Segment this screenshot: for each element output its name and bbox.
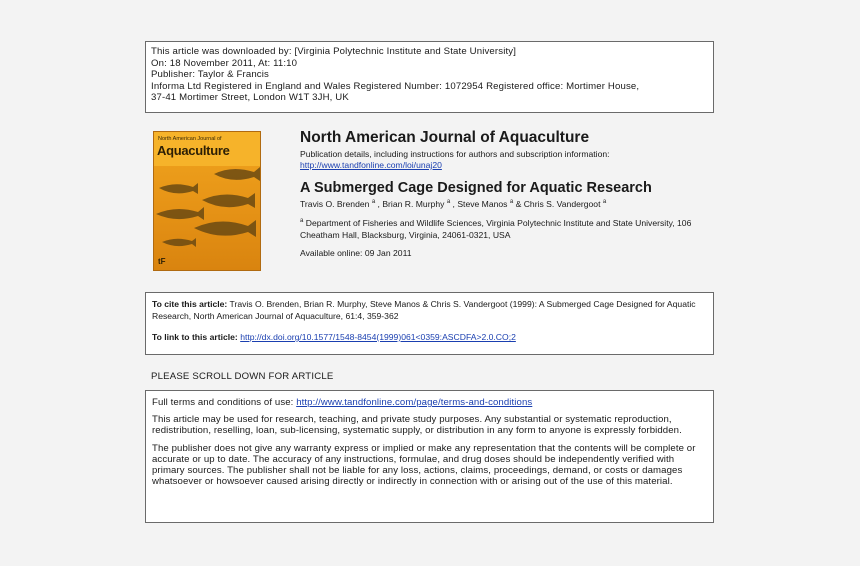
fish-shape xyxy=(156,207,204,220)
scroll-notice: PLEASE SCROLL DOWN FOR ARTICLE xyxy=(151,371,334,382)
citation-box xyxy=(145,292,714,355)
affiliation-marker: a xyxy=(300,218,304,224)
publication-details-text: Publication details, including instructions for authors and subscription information: xyxy=(300,149,610,159)
available-online: Available online: 09 Jan 2011 xyxy=(300,248,412,258)
author-name: , Brian R. Murphy xyxy=(377,199,445,209)
publication-details xyxy=(300,149,610,171)
registered-office: Informa Ltd Registered in England and Wales Registered Number: 1072954 Registered office: Mortimer House, xyxy=(151,80,640,92)
registered-address: 37-41 Mortimer Street, London W1T 3JH, UK xyxy=(151,92,349,104)
author-name: Travis O. Brenden xyxy=(300,199,370,209)
terms-link[interactable]: http://www.tandfonline.com/page/terms-and-conditions xyxy=(296,397,533,408)
fish-shape xyxy=(159,183,198,194)
download-line: This article was downloaded by: [Virginia Polytechnic Institute and State University] xyxy=(151,46,517,57)
affiliation-text: Department of Fisheries and Wildlife Sciences, Virginia Polytechnic Institute and State University, 106 Cheatham Hall, Blacksburg, Virginia, 24061-0321, USA xyxy=(300,217,692,240)
affiliation-marker: a xyxy=(371,199,376,206)
fish-shape xyxy=(202,193,255,208)
citation-label: To cite this article: xyxy=(152,299,228,309)
terms-paragraph-warranty: The publisher does not give any warranty express or implied or make any representation that the contents will be complete or accurate or up to date. The accuracy of any instructions, formulae, and drug doses should be independently verified with primary sources. The publisher shall not be liable for any loss, actions, claims, proceedings, demand, or costs or damages whatsoever or howsoever caused arising directly or indirectly in connection with or arising out of the use of this material. xyxy=(152,442,696,488)
doi-link[interactable]: http://dx.doi.org/10.1577/1548-8454(1999)061<0359:ASCDFA>2.0.CO;2 xyxy=(240,332,516,342)
fish-shape xyxy=(194,220,256,237)
author-list xyxy=(300,199,606,209)
download-date: On: 18 November 2011, At: 11:10 xyxy=(151,57,298,69)
journal-link[interactable]: http://www.tandfonline.com/loi/unaj20 xyxy=(300,160,442,170)
article-title: A Submerged Cage Designed for Aquatic Research xyxy=(300,180,652,196)
citation xyxy=(152,298,707,322)
publisher: Publisher: Taylor & Francis xyxy=(151,69,269,81)
download-info-box xyxy=(145,41,714,113)
journal-cover-image xyxy=(153,131,261,271)
fish-shape xyxy=(214,167,260,181)
citation-text: Travis O. Brenden, Brian R. Murphy, Steve Manos & Chris S. Vandergoot (1999): A Submerged Cage Designed for Aquatic Research, North American Journal of Aquaculture, 61:4, 359-362 xyxy=(152,299,696,321)
author-name: , Steve Manos xyxy=(452,199,508,209)
affiliation-marker: a xyxy=(509,199,514,206)
affiliation-marker: a xyxy=(446,199,451,206)
affiliation-marker: a xyxy=(602,199,607,206)
journal-title: North American Journal of Aquaculture xyxy=(300,129,590,146)
terms-box xyxy=(145,390,714,523)
article-link-row xyxy=(152,331,707,343)
terms-intro: Full terms and conditions of use: xyxy=(152,397,297,408)
fish-illustration xyxy=(154,162,261,258)
article-link-label: To link to this article: xyxy=(152,332,241,342)
terms-intro-row xyxy=(152,397,707,408)
terms-paragraph-usage: This article may be used for research, teaching, and private study purposes. Any substantial or systematic reproduction, redistribution, reselling, loan, sub-licensing, systematic supply, or distribution in any form to anyone is expressly forbidden. xyxy=(152,414,682,437)
author-name: & Chris S. Vandergoot xyxy=(515,199,601,209)
publisher-logo: tF xyxy=(158,257,166,266)
cover-small-title: North American Journal of xyxy=(158,136,222,142)
cover-big-title: Aquaculture xyxy=(157,143,230,158)
fish-shape xyxy=(162,238,196,247)
affiliation xyxy=(300,215,700,241)
